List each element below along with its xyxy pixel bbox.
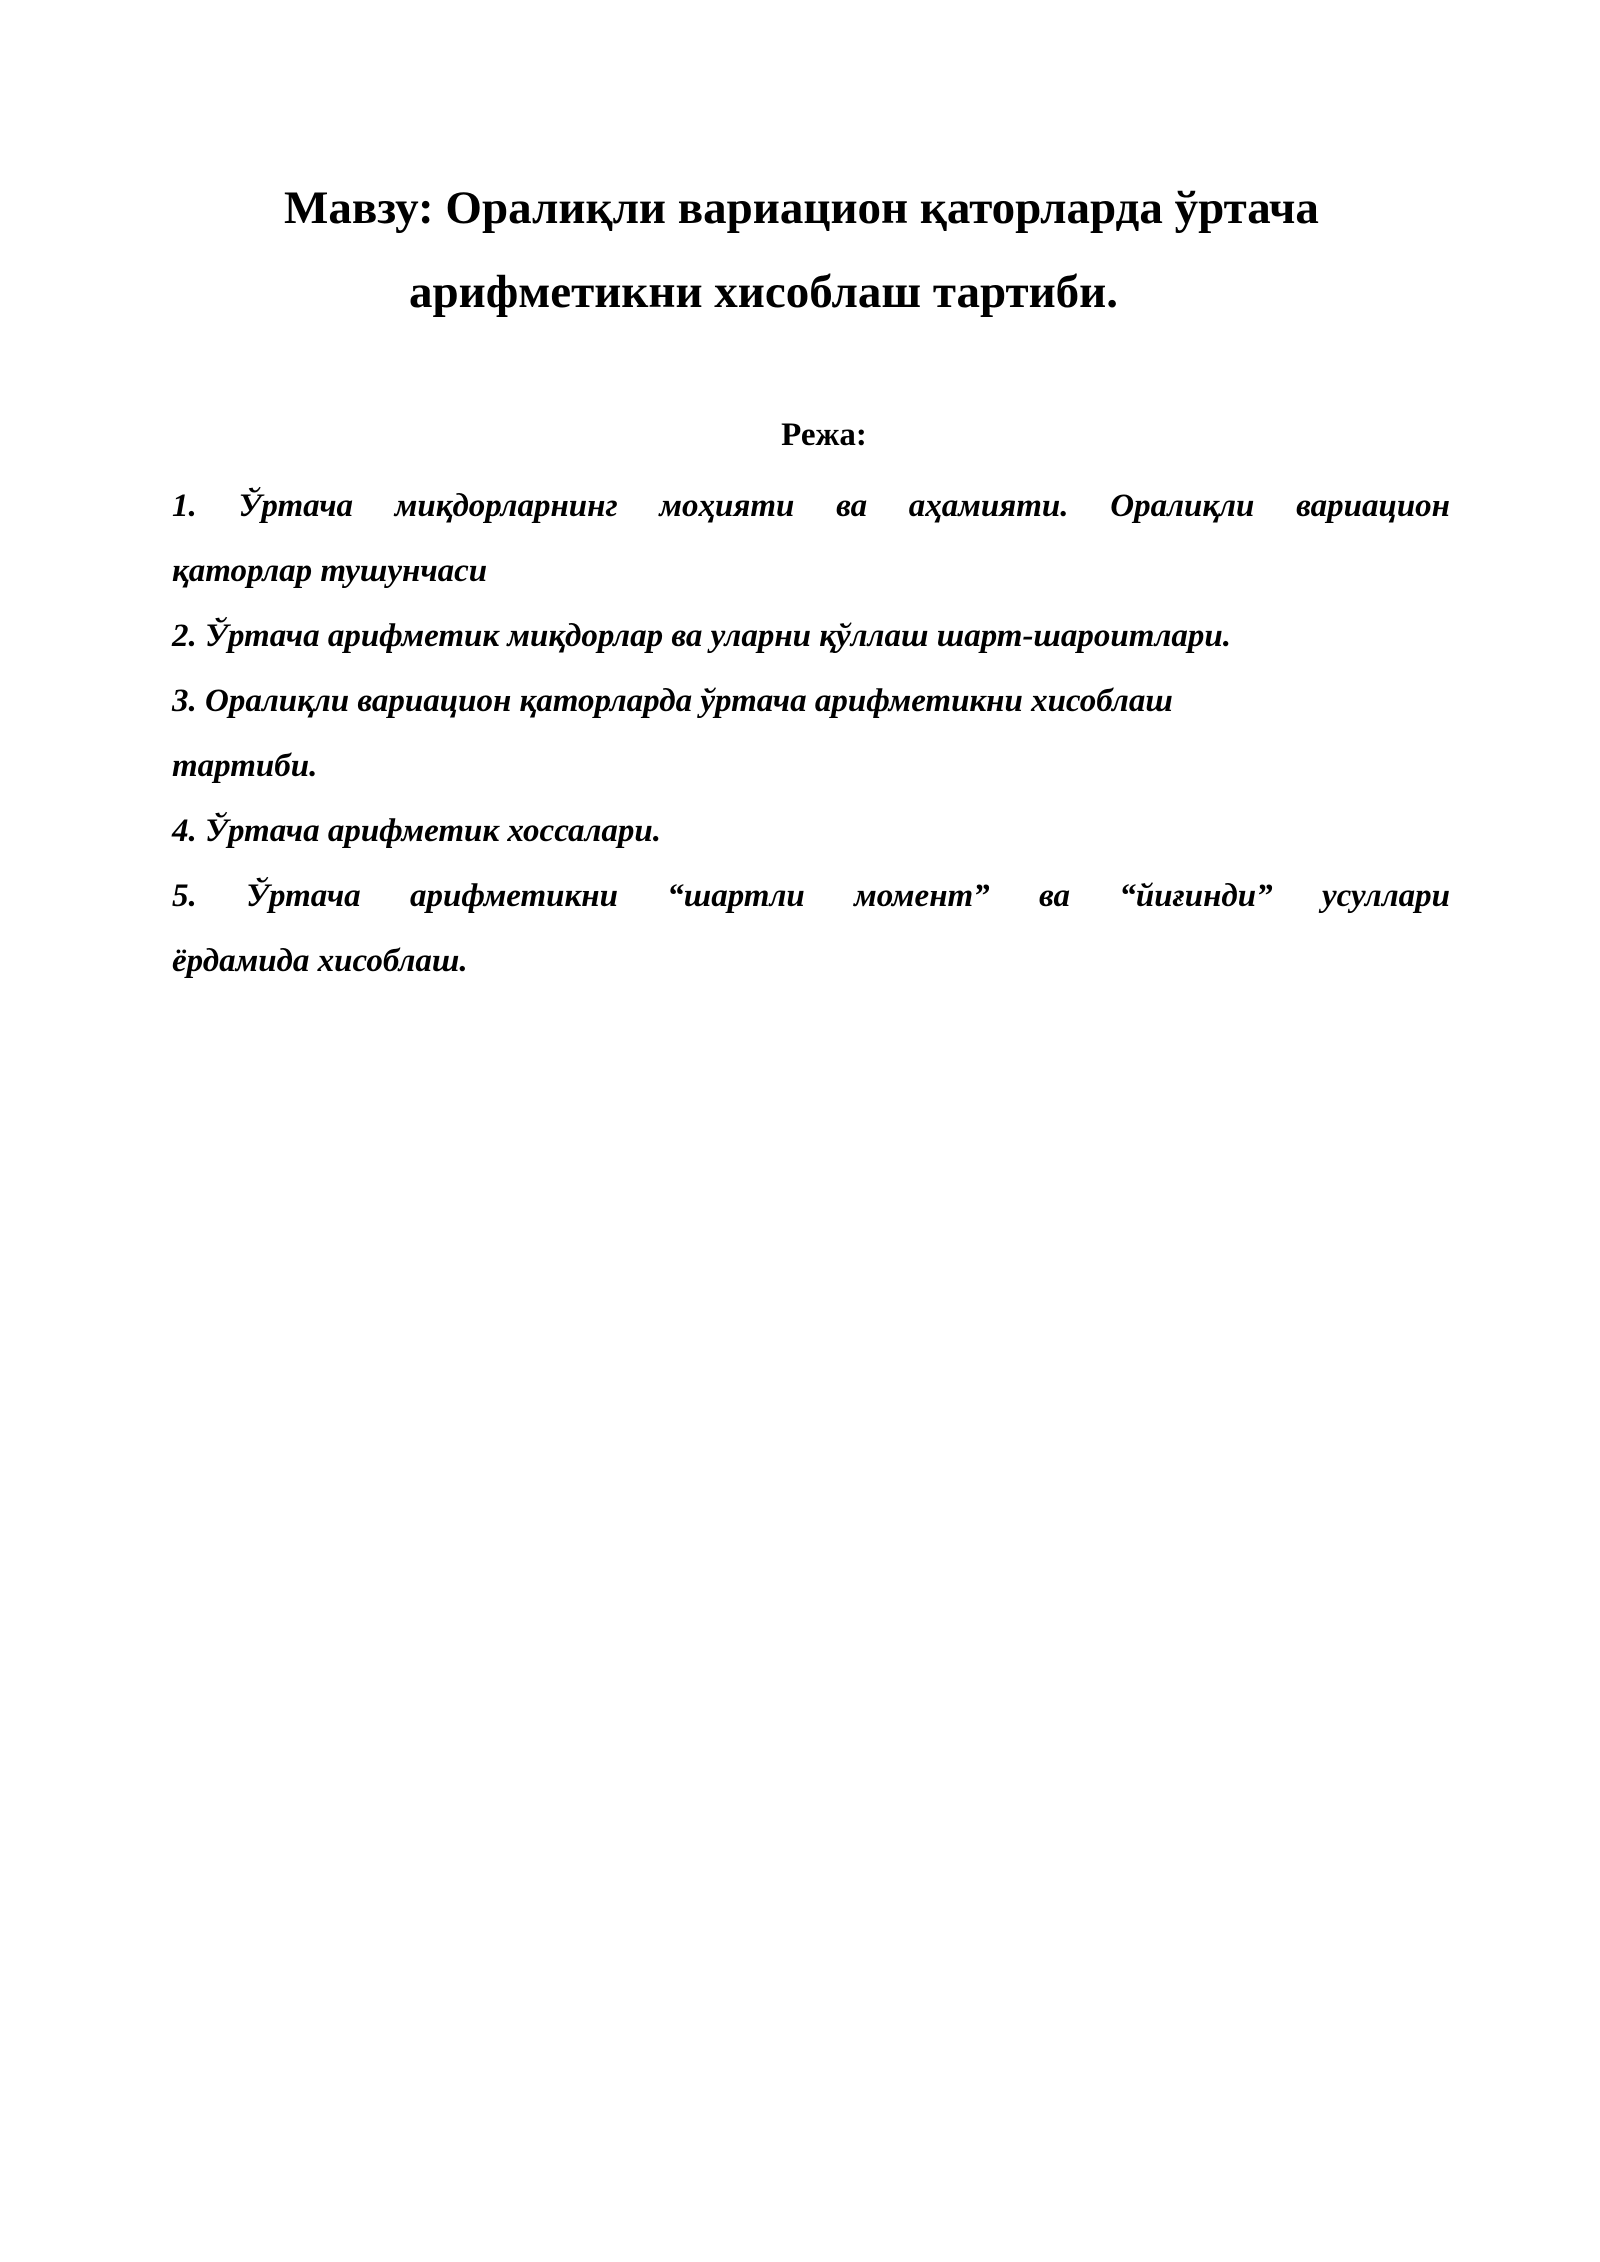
- plan-item-1: [172, 474, 1450, 604]
- plan-item-2-line-1: 2. Ўртача арифметик миқдорлар ва уларни қўллаш шарт-шароитлари.: [172, 618, 1231, 654]
- plan-heading: Режа:: [781, 417, 867, 453]
- document-title-line-2: арифметикни хисоблаш тартиби.: [409, 266, 1119, 318]
- plan-item-1-line-1: 1. Ўртача миқдорларнинг моҳияти ва аҳамияти. Оралиқли вариацион: [172, 488, 1450, 524]
- document-title-line-1: Мавзу: Оралиқли вариацион қаторларда ўртача: [284, 182, 1319, 234]
- plan-item-3-line-1: 3. Оралиқли вариацион қаторларда ўртача арифметикни хисоблаш: [172, 683, 1173, 719]
- plan-item-5: [172, 864, 1450, 994]
- plan-item-3-line-2: тартиби.: [172, 748, 318, 784]
- plan-list: [172, 474, 1450, 994]
- plan-item-1-line-2: қаторлар тушунчаси: [172, 553, 488, 589]
- plan-item-4: [172, 799, 1450, 864]
- plan-item-5-line-1: 5. Ўртача арифметикни “шартли момент” ва “йиғинди” усуллари: [172, 878, 1450, 914]
- plan-item-3: [172, 669, 1450, 799]
- plan-item-5-line-2: ёрдамида хисоблаш.: [172, 943, 468, 979]
- plan-item-4-line-1: 4. Ўртача арифметик хоссалари.: [172, 813, 662, 849]
- plan-item-2: [172, 604, 1450, 669]
